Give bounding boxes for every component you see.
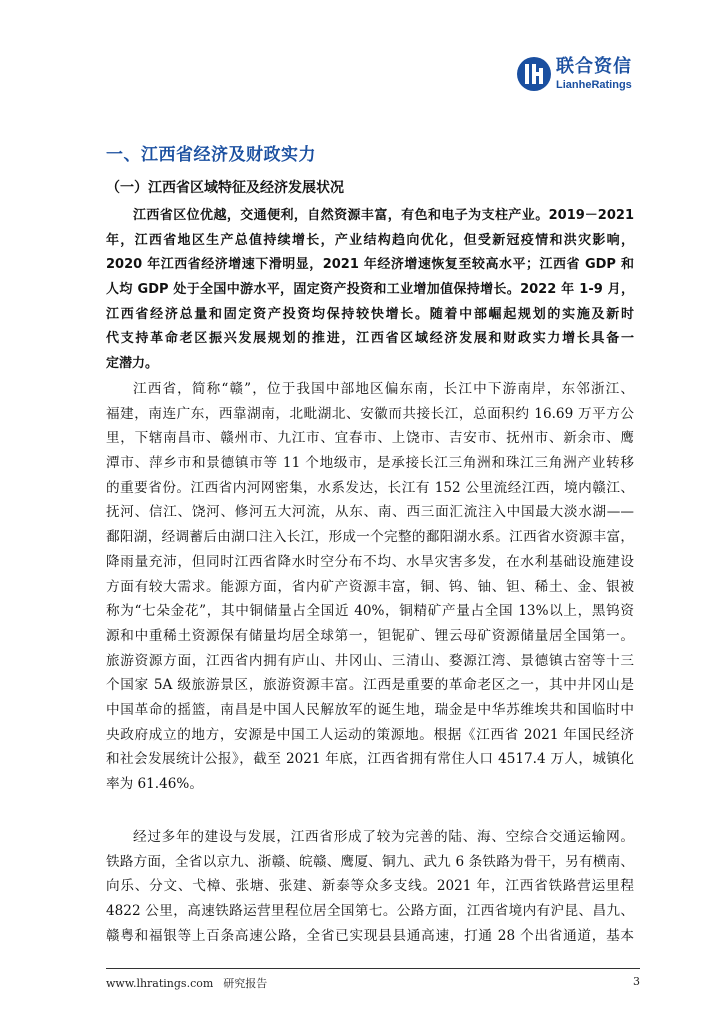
lianhe-logo-icon [516,56,552,92]
body-line: 降雨量充沛，但同时江西省降水时空分布不均、水旱灾害多发，在水利基础设施建设 [106,553,634,570]
body-line: 4822 公里，高速铁路运营里程位居全国第七。公路方面，江西省境内有沪昆、昌九、 [106,903,634,920]
body-line: 里，下辖南昌市、赣州市、九江市、宜春市、上饶市、吉安市、抚州市、新余市、鹰 [106,430,634,447]
body-line: 央政府成立的地方，安源是中国工人运动的策源地。根据《江西省 2021 年国民经济 [106,726,634,743]
body-line: 旅游资源方面，江西省内拥有庐山、井冈山、三清山、婺源江湾、景德镇古窑等十三 [106,652,634,669]
body-line: 的重要省份。江西省内河网密集，水系发达，长江有 152 公里流经江西，境内赣江、 [106,479,634,496]
section-title: 一、江西省经济及财政实力 [106,145,316,165]
body-line: 称为“七朵金花”，其中铜储量占全国近 40%，铜精矿产量占全国 13%以上，黑钨资 [106,603,634,620]
footer-doc-type: 研究报告 [223,977,268,990]
body-line: 抚河、信江、饶河、修河五大河流，从东、南、西三面汇流注入中国最大淡水湖—— [106,504,634,521]
body-line: 向乐、分文、弋樟、张塘、张建、新泰等众多支线。2021 年，江西省铁路营运里程 [106,878,634,895]
summary-line: 江西省区位优越，交通便利，自然资源丰富，有色和电子为支柱产业。2019－2021 [133,208,634,223]
body-line: 经过多年的建设与发展，江西省形成了较为完善的陆、海、空综合交通运输网。 [133,829,634,845]
body-line: 鄱阳湖，经调蓄后由湖口注入长江，形成一个完整的鄱阳湖水系。江西省水资源丰富， [106,529,634,546]
body-line: 个国家 5A 级旅游景区，旅游资源丰富。江西是重要的革命老区之一，其中井冈山是 [106,677,634,694]
summary-paragraph [106,204,634,377]
summary-line: 定潜力。 [106,356,159,372]
summary-line: 人均 GDP 处于全国中游水平，固定资产投资和工业增加值保持增长。2022 年 1-9 月， [106,282,634,298]
body-line: 源和中重稀土资源保有储量均居全球第一，钽铌矿、锂云母矿资源储量居全国第一。 [106,627,634,644]
body-line: 率为 61.46%。 [106,776,203,792]
summary-line: 代支持革命老区振兴发展规划的推进，江西省区域经济发展和财政实力增长具备一 [106,331,634,347]
body-line: 铁路方面，全省以京九、浙赣、皖赣、鹰厦、铜九、武九 6 条铁路为骨干，另有横南、 [106,853,634,870]
summary-line: 江西省经济总量和固定资产投资均保持较快增长。随着中部崛起规划的实施及新时 [106,306,634,322]
summary-line: 年，江西省地区生产总值持续增长，产业结构趋向优化，但受新冠疫情和洪灾影响， [106,232,634,248]
footer-divider [106,968,640,969]
brand-logo [516,54,646,94]
body-line: 江西省，简称“赣”，位于我国中部地区偏东南，长江中下游南岸，东邻浙江、 [133,381,634,397]
subsection-title: （一）江西省区域特征及经济发展状况 [106,180,344,196]
summary-line: 2020 年江西省经济增速下滑明显，2021 年经济增速恢复至较高水平；江西省 GDP 和 [106,257,634,273]
footer-website: www.lhratings.com [106,977,214,990]
body-line: 方面有较大需求。能源方面，省内矿产资源丰富，铜、钨、铀、钽、稀土、金、银被 [106,578,634,595]
brand-name-cn: 联合资信 [556,55,632,77]
page-number: 3 [633,975,640,988]
footer-info [106,975,267,991]
body-line: 中国革命的摇篮，南昌是中国人民解放军的诞生地，瑞金是中华苏维埃共和国临时中 [106,701,634,718]
body-line: 和社会发展统计公报》，截至 2021 年底，江西省拥有常住人口 4517.4 万人，城镇化 [106,751,634,768]
body-line: 潭市、萍乡市和景德镇市等 11 个地级市，是承接长江三角洲和珠江三角洲产业转移 [106,455,634,472]
brand-name-en: LianheRatings [556,78,632,91]
body-paragraph-geography [106,377,634,797]
body-paragraph-transport [106,825,634,948]
body-line: 福建，南连广东，西靠湖南，北毗湖北、安徽而共接长江，总面积约 16.69 万平方公 [106,405,634,422]
body-line: 赣粤和福银等上百条高速公路，全省已实现县县通高速，打通 28 个出省通道，基本 [106,927,634,944]
